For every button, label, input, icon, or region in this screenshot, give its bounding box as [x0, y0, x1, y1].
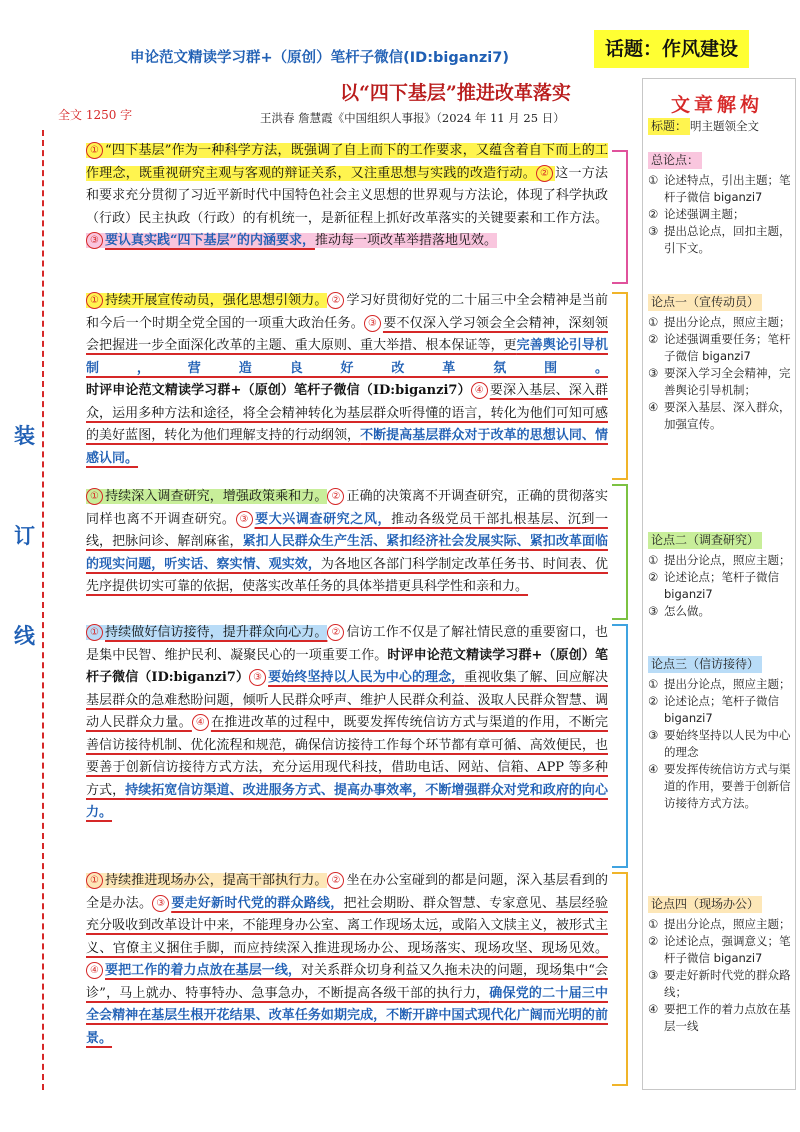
point3-item-4: 要发挥传统信访方式与渠道的作用，要善于创新信访接待方式方法。: [664, 762, 791, 810]
point1-item-3: 要深入学习全会精神，完善舆论引导机制；: [664, 366, 791, 397]
point1-item-1: 提出分论点，照应主题；: [664, 315, 791, 329]
p4-n3: ③: [648, 968, 659, 982]
ov-item-3: 提出总论点，回扣主题，引下文。: [664, 224, 791, 255]
ov-n2: ②: [648, 207, 659, 221]
point3-item-2: 论述论点；笔杆子微信 biganzi7: [664, 694, 779, 725]
point3-item-1: 提出分论点，照应主题；: [664, 677, 791, 691]
binding-dashed-line: [42, 130, 44, 1090]
p1-s1: “四下基层”作为一种科学方法，既强调了自上而下的工作要求，又蕴含着自下而上的工作理念，既重视研究主观与客观的辩证关系，又注重思想与实践的改造行动。: [86, 143, 608, 181]
sidebar-overview: [648, 152, 796, 257]
point4-item-2: 论述论点，强调意义；笔杆子微信 biganzi7: [664, 934, 791, 965]
ov-n3: ③: [648, 224, 659, 238]
p5-s4b: 对关系群众切身利益又久拖未决的问题，现场集中“会诊”，马上就办、特事特办、急事急办，不断提高各级干部的执行力，: [86, 963, 608, 1001]
sidebar-heading: 文章解构: [670, 94, 763, 116]
paragraph-point-1: [84, 290, 610, 486]
numeral-4: ④: [86, 962, 103, 979]
point1-cap: 论点一（宣传动员）: [648, 294, 762, 311]
numeral-3: ③: [364, 315, 381, 332]
paragraph-point-3: [84, 622, 610, 870]
binding-char-1: 装: [14, 424, 35, 448]
p1-n4: ④: [648, 400, 659, 414]
p2-s4b: 不断提高基层群众对于改革的思想认同、情感认同。: [86, 428, 608, 466]
numeral-2: ②: [536, 165, 553, 182]
numeral-4: ④: [192, 714, 209, 731]
numeral-2: ②: [327, 624, 344, 641]
p2-watermark: 时评申论范文精读学习群+（原创）笔杆子微信（ID:biganzi7）: [86, 383, 471, 398]
sidebar-point-1: [648, 294, 796, 433]
p2-n3: ③: [648, 604, 659, 618]
binding-char-2: 订: [14, 524, 35, 548]
point2-item-1: 提出分论点，照应主题；: [664, 553, 791, 567]
p1-s2: 这一方法和要求充分贯彻了习近平新时代中国特色社会主义思想的世界观与方法论，体现了科学执政（行政）民主执政（行政）的有机统一，是新征程上抓好改革落实的关键要素和工作方法。: [86, 165, 608, 226]
p3-n1: ①: [648, 677, 659, 691]
numeral-3: ③: [236, 511, 253, 528]
point1-item-2: 论述强调重要任务；笔杆子微信 biganzi7: [664, 332, 791, 363]
p5-s4a: 要把工作的着力点放在基层一线，: [105, 963, 301, 978]
sidebar-point-2: [648, 532, 796, 620]
bracket-point-4: [612, 872, 628, 1086]
p1-n3: ③: [648, 366, 659, 380]
p3-s3b: 推动各级党员干部扎根基层、沉到一线，把脉问诊、解剖麻雀，: [86, 511, 608, 549]
point2-item-3: 怎么做。: [664, 604, 710, 618]
article-body: [84, 140, 610, 1082]
paragraph-point-4: [84, 870, 610, 1082]
p4-s3a: 要始终坚持以人民为中心的理念，: [268, 670, 465, 685]
overview-cap: 总论点：: [648, 152, 702, 169]
sidebar-title-row: [648, 118, 796, 138]
bracket-point-1: [612, 292, 628, 480]
p4-s4a: 在推进改革的过程中，既要发挥传统信访方式与渠道的作用，不断完善信访接待机制、优化流程和规范，确保信访接待工作每个环节都有章可循、高效便民，也要善于创新信访接待方式方法，充分运用现代科技，借助电话、网站、信箱、APP 等多种方式，: [86, 715, 608, 798]
p1-s3: 要认真实践“四下基层”的内涵要求，: [105, 233, 315, 248]
p4-n4: ④: [648, 1002, 659, 1016]
p4-n2: ②: [648, 934, 659, 948]
point1-item-4: 要深入基层、深入群众，加强宣传。: [664, 400, 791, 431]
bracket-point-3: [612, 624, 628, 868]
point4-cap: 论点四（现场办公）: [648, 896, 762, 913]
p1-s3b: 推动每一项改革举措落地见效。: [314, 233, 497, 248]
title-cap: 标题：: [648, 118, 690, 135]
p1-n1: ①: [648, 315, 659, 329]
ov-item-2: 论述强调主题；: [664, 207, 745, 221]
point3-cap: 论点三（信访接待）: [648, 656, 762, 673]
point4-item-4: 要把工作的着力点放在基层一线: [664, 1002, 791, 1033]
p2-s3a: 要不仅深入学习领会全会精神，深刻领会把握进一步全面深化改革的主题、重大原则、重大举措、根本保证等，更: [86, 315, 608, 353]
point2-cap: 论点二（调查研究）: [648, 532, 762, 549]
topic-badge: 话题：作风建设: [594, 30, 749, 68]
numeral-2: ②: [327, 292, 344, 309]
sidebar-point-4: [648, 896, 796, 1035]
numeral-2: ②: [327, 488, 344, 505]
p2-n1: ①: [648, 553, 659, 567]
paragraph-intro: [84, 140, 610, 290]
title-text: 明主题领全文: [690, 119, 760, 133]
binding-char-3: 线: [14, 624, 35, 648]
byline: 王洪春 詹慧霞《中国组织人事报》（2024 年 11 月 25 日）: [260, 111, 565, 125]
p3-s3a: 要大兴调查研究之风，: [254, 511, 392, 527]
p3-n2: ②: [648, 694, 659, 708]
p5-s2: 坐在办公室碰到的都是问题，深入基层看到的全是办法。: [86, 873, 608, 911]
bracket-point-2: [612, 484, 628, 620]
p3-n3: ③: [648, 728, 659, 742]
numeral-3: ③: [152, 895, 169, 912]
p3-s2: 正确的决策离不开调查研究，正确的贯彻落实同样也离不开调查研究。: [86, 489, 608, 527]
p4-s2: 信访工作不仅是了解社情民意的重要窗口，也是集中民智、维护民利、凝聚民心的一项重要工作。: [86, 625, 608, 663]
p4-s3b: 重视收集了解、回应解决基层群众的急难愁盼问题，倾听人民群众呼声、维护人民群众利益、汲取人民群众智慧、调动人民群众力量。: [86, 670, 608, 730]
p2-s3b: 完善舆论引导机制，营造良好改革氛围。: [86, 338, 608, 376]
header-title: 申论范文精读学习群+（原创）笔杆子微信(ID:biganzi7): [130, 50, 509, 66]
numeral-1: ①: [86, 488, 103, 505]
word-count: 全文 1250 字: [58, 108, 133, 122]
numeral-1: ①: [86, 624, 103, 641]
p3-s3c: 紧扣人民群众生产生活、紧扣经济社会发展实际、紧扣改革面临的现实问题，听实话、察实情、观实效，: [86, 534, 608, 572]
article-title: 以“四下基层”推进改革落实: [340, 82, 571, 104]
p4-n1: ①: [648, 917, 659, 931]
numeral-1: ①: [86, 142, 103, 159]
point3-item-3: 要始终坚持以人民为中心的理念: [664, 728, 791, 759]
p4-watermark: 时评申论范文精读学习群+（原创）笔杆子微信（ID:biganzi7）: [86, 647, 608, 685]
numeral-4: ④: [471, 382, 488, 399]
p2-s4a: 要深入基层、深入群众，运用多种方法和途径，将全会精神转化为基层群众听得懂的语言，转化为他们可知可感的美好蓝图，转化为他们理解支持的行动纲领，: [86, 383, 608, 443]
p4-s1: 持续做好信访接待，提升群众向心力。: [105, 625, 328, 640]
point4-item-3: 要走好新时代党的群众路线；: [664, 968, 791, 999]
ov-n1: ①: [648, 173, 659, 187]
numeral-2: ②: [327, 872, 344, 889]
numeral-1: ①: [86, 872, 103, 889]
p3-n4: ④: [648, 762, 659, 776]
numeral-1: ①: [86, 292, 103, 309]
point2-item-2: 论述论点；笔杆子微信 biganzi7: [664, 570, 779, 601]
p2-s2: 学习好贯彻好党的二十届三中全会精神是当前和今后一个时期全党全国的一项重大政治任务。: [86, 293, 608, 331]
numeral-3: ③: [249, 669, 266, 686]
paragraph-point-2: [84, 486, 610, 622]
p1-n2: ②: [648, 332, 659, 346]
p5-s1: 持续推进现场办公，提高干部执行力。: [105, 873, 328, 888]
p2-s1: 持续开展宣传动员，强化思想引领力。: [105, 293, 328, 308]
bracket-intro: [612, 150, 628, 284]
p2-n2: ②: [648, 570, 659, 584]
ov-item-1: 论述特点，引出主题；笔杆子微信 biganzi7: [664, 173, 791, 204]
p5-s3a: 要走好新时代党的群众路线，: [171, 895, 344, 911]
sidebar-point-3: [648, 656, 796, 812]
numeral-3: ③: [86, 232, 103, 249]
p4-s4b: 持续拓宽信访渠道、改进服务方式、提高办事效率，不断增强群众对党和政府的向心力。: [86, 782, 608, 820]
p3-s1: 持续深入调查研究，增强政策乘和力。: [105, 489, 328, 504]
p3-s3d: 为各地区各部门科学制定改革任务书、时间表、优先序提供切实可靠的依据，使落实改革任务的具体举措更具科学性和亲和力。: [86, 556, 608, 594]
p5-s4c: 确保党的二十届三中全会精神在基层生根开花结果、改革任务如期完成，不断开辟中国式现代化广阔而光明的前景。: [86, 985, 608, 1046]
point4-item-1: 提出分论点，照应主题；: [664, 917, 791, 931]
p5-s3b: 把社会期盼、群众智慧、专家意见、基层经验充分吸收到改革设计中来，不能理身办公室、离工作现场太远，或陷入文牍主义，被形式主义、官僚主义捆住手脚，而应持续深入推进现场办公、现场落实、现场攻坚、现场见效。: [86, 895, 608, 956]
